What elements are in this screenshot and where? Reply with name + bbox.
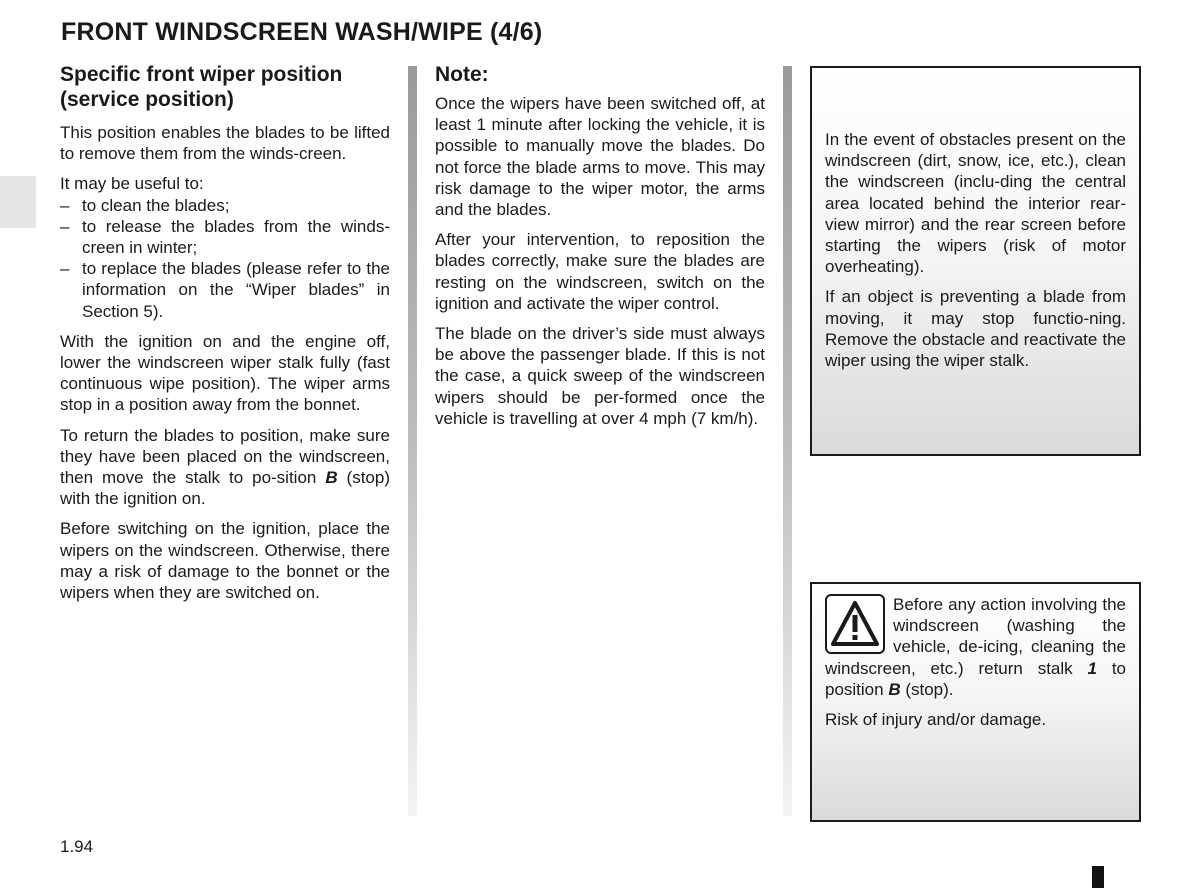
stalk-number: 1 (1087, 658, 1097, 678)
box-paragraph: In the event of obstacles present on the windscreen (dirt, snow, ice, etc.), clean the windscreen (inclu-ding the central area located behind the interior rear-view mirror) and the rear screen before starting the wipers (risk of motor overheating). (825, 130, 1126, 277)
column-divider (408, 66, 417, 816)
note-paragraph: Once the wipers have been switched off, at least 1 minute after locking the vehicle, it is possible to manually move the blades. Do not force the blade arms to move. This may risk damage to the wiper motor, the arms and the blades. (435, 94, 765, 220)
list-item: – to clean the blades; (60, 195, 390, 216)
uses-list (60, 195, 390, 322)
note-heading: Note: (435, 63, 489, 86)
note-paragraph: After your intervention, to reposition the blades correctly, make sure the blades are resting on the windscreen, switch on the ignition and activate the wiper control. (435, 230, 765, 313)
position-letter: B (325, 468, 338, 488)
position-letter: B (888, 679, 901, 699)
ignition-paragraph: With the ignition on and the engine off, lower the windscreen wiper stalk fully (fast continuous wipe position). The wiper arms stop in a position away from the bonnet. (60, 331, 390, 415)
column-note (435, 62, 765, 438)
box-paragraph: If an object is preventing a blade from moving, it may stop functio-ning. Remove the obstacle and reactivate the wiper using the wiper stalk. (825, 287, 1126, 371)
useful-intro: It may be useful to: (60, 174, 204, 194)
page-corner-mark (1092, 866, 1104, 888)
before-switching-paragraph: Before switching on the ignition, place the wipers on the windscreen. Otherwise, there may a risk of damage to the bonnet or the wipers when they are switched on. (60, 519, 390, 603)
list-item: – to replace the blades (please refer to the information on the “Wiper blades” in Section 5). (60, 258, 390, 322)
risk-text: Risk of injury and/or damage. (825, 710, 1047, 730)
page-title: FRONT WINDSCREEN WASH/WIPE (4/6) (61, 18, 543, 46)
warning-box (810, 582, 1141, 822)
obstacles-info-box (810, 66, 1141, 456)
column-divider (783, 66, 792, 816)
intro-paragraph: This position enables the blades to be lifted to remove them from the winds-creen. (60, 123, 390, 164)
list-item: – to release the blades from the winds-creen in winter; (60, 216, 390, 258)
warning-triangle-icon (825, 594, 885, 654)
warning-text: Before any action involving the windscreen (washing the vehicle, de-icing, cleaning the windscreen, etc.) return stalk 1 to position B (stop). (825, 595, 1127, 699)
page-number: 1.94 (60, 837, 94, 856)
section-heading: Specific front wiper position (service position) (60, 63, 343, 111)
return-paragraph: To return the blades to position, make sure they have been placed on the windscreen, then move the stalk to po-sition B (stop) with the ignition on. (60, 425, 390, 509)
column-service-position (60, 62, 390, 612)
section-tab (0, 176, 36, 228)
note-paragraph: The blade on the driver’s side must always be above the passenger blade. If this is not the case, a quick sweep of the windscreen wipers should be per-formed once the vehicle is travelling at over 4 mph (7 km/h). (435, 324, 765, 428)
